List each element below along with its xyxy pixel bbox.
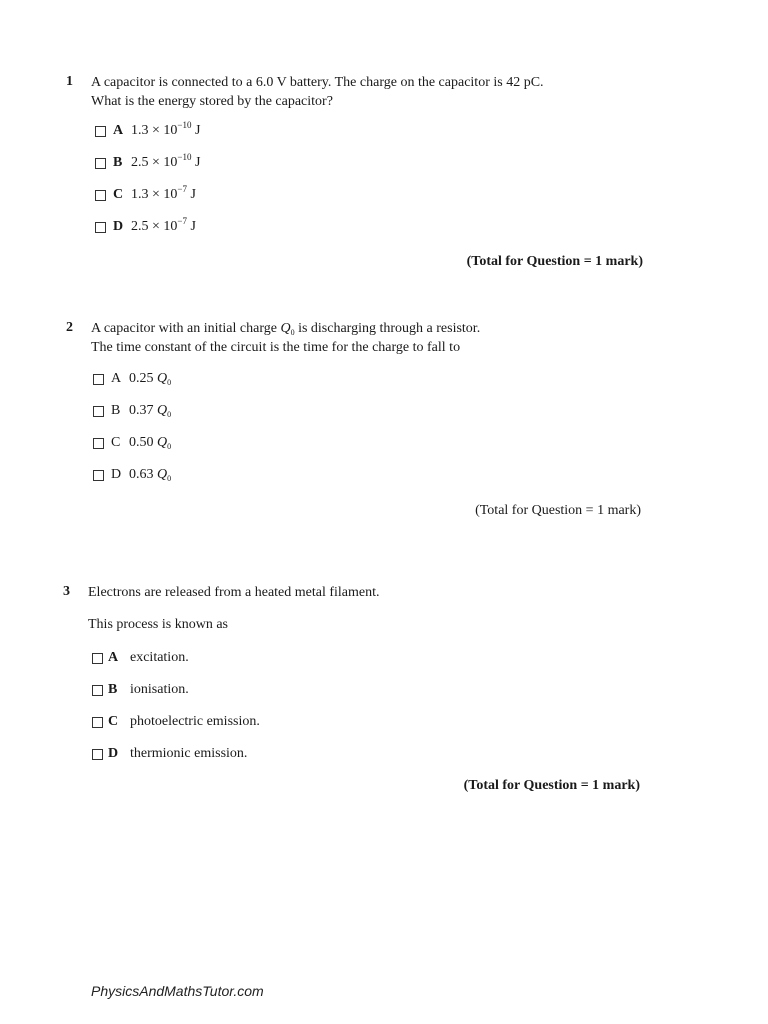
q3-option-c[interactable] — [92, 713, 260, 731]
q2-option-a-checkbox[interactable] — [93, 374, 104, 385]
q3-option-a-text: excitation. — [130, 650, 189, 665]
q2-option-b-value: 0.37 $Q_0$ — [129, 403, 172, 419]
q2-option-d-value: 0.63 $Q_0$ — [129, 467, 172, 483]
q1-option-c[interactable] — [95, 186, 196, 204]
q3-option-a-letter: A — [108, 650, 119, 665]
q1-option-a-checkbox[interactable] — [95, 126, 106, 137]
q3-option-d[interactable] — [92, 745, 247, 763]
q3-option-c-checkbox[interactable] — [92, 717, 103, 728]
q3-option-d-checkbox[interactable] — [92, 749, 103, 760]
question-1-text — [91, 73, 544, 111]
q2-option-c-letter: C — [111, 435, 121, 450]
q1-option-d-checkbox[interactable] — [95, 222, 106, 233]
q2-option-b-checkbox[interactable] — [93, 406, 104, 417]
q2-option-a-value: 0.25 $Q_0$ — [129, 371, 172, 387]
q3-option-b-checkbox[interactable] — [92, 685, 103, 696]
q2-option-a-letter: A — [111, 371, 122, 386]
q1-option-b-letter: B — [113, 155, 123, 170]
q1-option-a-letter: A — [113, 123, 124, 138]
question-3-line-1: Electrons are released from a heated metal filament. — [88, 585, 380, 600]
question-1-line-1: A capacitor is connected to a 6.0 V battery. The charge on the capacitor is 42 pC. — [91, 75, 544, 90]
q3-option-d-text: thermionic emission. — [130, 746, 248, 761]
q1-option-a-value: $1.3 \times 10^{-10}$ J — [131, 120, 201, 138]
q1-option-a[interactable] — [95, 122, 200, 140]
question-3-number: 3 — [63, 584, 70, 599]
question-1-total: (Total for Question = 1 mark) — [466, 254, 643, 269]
question-2-line-1: A capacitor with an initial charge $Q_0$ is discharging through a resistor. — [91, 321, 481, 337]
q1-option-c-checkbox[interactable] — [95, 190, 106, 201]
q1-option-b-checkbox[interactable] — [95, 158, 106, 169]
q2-option-d[interactable] — [93, 466, 171, 484]
question-1-line-2: What is the energy stored by the capacitor? — [91, 94, 333, 109]
q3-option-a-checkbox[interactable] — [92, 653, 103, 664]
q1-option-d-letter: D — [113, 219, 124, 234]
question-1-number: 1 — [66, 74, 73, 89]
q1-option-b[interactable] — [95, 154, 200, 172]
question-3-total: (Total for Question = 1 mark) — [463, 778, 640, 793]
q2-option-b[interactable] — [93, 402, 171, 420]
question-2-text — [91, 319, 480, 357]
q1-option-d[interactable] — [95, 218, 196, 236]
q3-option-d-letter: D — [108, 746, 119, 761]
q2-option-a[interactable] — [93, 370, 171, 388]
q1-option-c-letter: C — [113, 187, 124, 202]
q3-option-b-letter: B — [108, 682, 118, 697]
q2-option-b-letter: B — [111, 403, 121, 418]
question-2-line-2: The time constant of the circuit is the time for the charge to fall to — [91, 340, 461, 355]
q2-option-c-checkbox[interactable] — [93, 438, 104, 449]
q3-option-c-text: photoelectric emission. — [130, 714, 260, 729]
question-2-total: (Total for Question = 1 mark) — [475, 503, 641, 518]
q3-option-a[interactable] — [92, 649, 189, 667]
q3-option-b[interactable] — [92, 681, 189, 699]
q2-option-c[interactable] — [93, 434, 171, 452]
question-2-number: 2 — [66, 320, 73, 335]
question-3-line-2: This process is known as — [88, 617, 228, 632]
q3-option-b-text: ionisation. — [130, 682, 189, 697]
q2-option-c-value: 0.50 $Q_0$ — [129, 435, 172, 451]
q2-option-d-letter: D — [111, 467, 122, 482]
q3-option-c-letter: C — [108, 714, 119, 729]
q2-option-d-checkbox[interactable] — [93, 470, 104, 481]
q1-option-d-value: $2.5 \times 10^{-7}$ J — [131, 216, 196, 234]
q1-option-c-value: $1.3 \times 10^{-7}$ J — [131, 184, 196, 202]
footer-site-name: PhysicsAndMathsTutor.com — [91, 983, 264, 999]
q1-option-b-value: $2.5 \times 10^{-10}$ J — [131, 152, 201, 170]
